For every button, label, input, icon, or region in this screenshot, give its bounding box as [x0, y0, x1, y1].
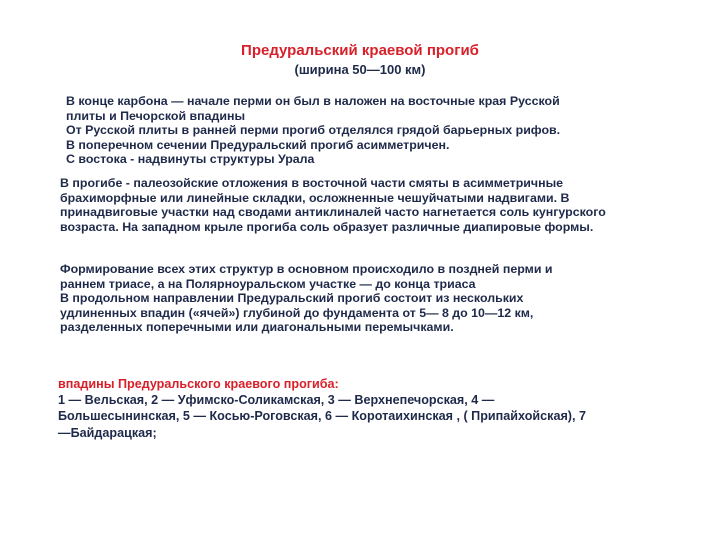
text-line: разделенных поперечными или диагональными перемычками.	[60, 320, 454, 335]
paragraph-structure: В прогибе - палеозойские отложения в восточной части смяты в асимметричные брахиморфные или линейные складки, осложненные чешуйчатыми надвигами. В принадвиговые участки над сводами антиклиналей часто нагнетается соль кунгурского возраста. На западном крыле прогиба соль образует различные диапировые формы.	[60, 176, 606, 234]
slide-title: Предуральский краевой прогиб	[241, 42, 479, 59]
paragraph-formation	[60, 262, 625, 335]
text-line: удлиненных впадин («ячей») глубиной до фундамента от 5— 8 до 10—12 км,	[60, 305, 534, 320]
caption-text: 1 — Вельская, 2 — Уфимско-Соликамская, 3 — Верхнепечорская, 4 — Большесынинская, 5 — Косью-Роговская, 6 — Коротаихинская , ( Припайхойская), 7 —Байдарацкая;	[58, 393, 587, 440]
depressions-caption	[58, 376, 588, 441]
paragraph-intro	[66, 94, 626, 167]
text-line: В поперечном сечении Предуральский прогиб асимметричен.	[66, 137, 450, 152]
text-line: В продольном направлении Предуральский прогиб состоит из нескольких	[60, 291, 524, 306]
slide-subtitle: (ширина 50—100 км)	[294, 62, 426, 77]
text-line: В конце карбона — начале перми он был в наложен на восточные края Русской	[66, 94, 560, 108]
text-line: плиты и Печорской впадины	[66, 108, 246, 123]
text-line: раннем триасе, а на Полярноуральском участке — до конца триаса	[60, 276, 476, 291]
text-line: С востока - надвинуты структуры Урала	[66, 152, 315, 167]
text-line: От Русской плиты в ранней перми прогиб отделялся грядой барьерных рифов.	[66, 123, 561, 138]
text-line: Формирование всех этих структур в основном происходило в поздней перми и	[60, 262, 553, 276]
caption-title: впадины Предуральского краевого прогиба:	[58, 377, 339, 391]
